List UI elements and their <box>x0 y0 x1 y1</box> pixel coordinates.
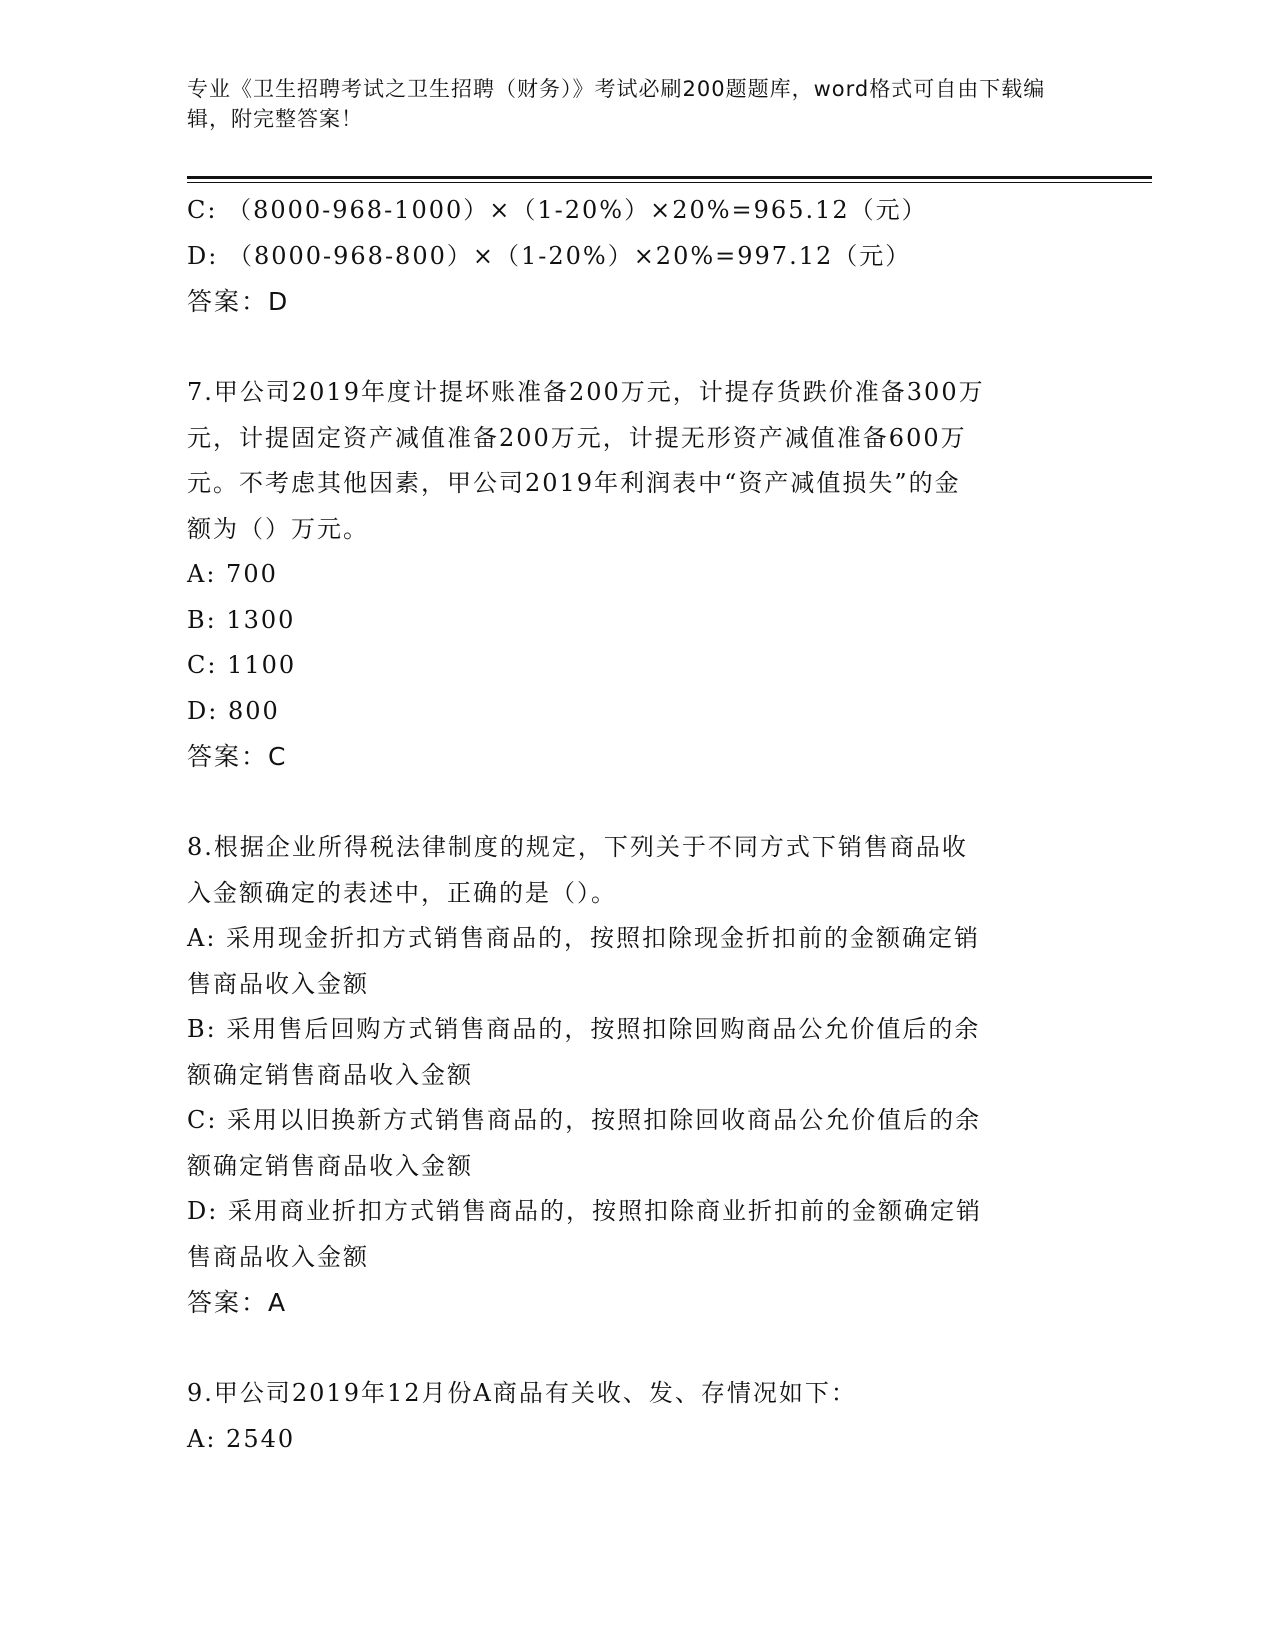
option-line: 额确定销售商品收入金额 <box>187 1151 473 1180</box>
answer-line: 答案：C <box>187 742 288 771</box>
question-line: 9.甲公司2019年12月份A商品有关收、发、存情况如下： <box>187 1379 857 1407</box>
question-line: 额为（）万元。 <box>187 514 369 543</box>
option-line: D: 采用商业折扣方式销售商品的，按照扣除商业折扣前的金额确定销 <box>187 1197 982 1225</box>
option-line: B: 1300 <box>187 605 296 634</box>
option-line: 售商品收入金额 <box>187 969 369 998</box>
question-block <box>187 188 1087 325</box>
question-line: 元。不考虑其他因素，甲公司2019年利润表中“资产减值损失”的金 <box>187 469 961 497</box>
header-rule-thin <box>187 182 1152 183</box>
header-rule-thick <box>187 176 1152 179</box>
question-line: 入金额确定的表述中，正确的是（）。 <box>187 878 617 907</box>
question-line: 8.根据企业所得税法律制度的规定，下列关于不同方式下销售商品收 <box>187 833 968 861</box>
answer-line: 答案：D <box>187 287 290 316</box>
option-line: D: 800 <box>187 696 280 725</box>
question-block <box>187 825 1087 1326</box>
option-line: C: 采用以旧换新方式销售商品的，按照扣除回收商品公允价值后的余 <box>187 1106 982 1134</box>
block-spacer <box>187 780 1087 826</box>
block-spacer <box>187 1326 1087 1372</box>
option-line: A: 采用现金折扣方式销售商品的，按照扣除现金折扣前的金额确定销 <box>187 924 981 952</box>
option-line: 售商品收入金额 <box>187 1242 369 1271</box>
page-header: 专业《卫生招聘考试之卫生招聘（财务）》考试必刷200题题库，word格式可自由下载编辑，附完整答案！ <box>187 77 1046 131</box>
option-line: A: 700 <box>187 560 278 588</box>
option-line: C: （8000-968-1000）×（1-20%）×20%=965.12（元） <box>187 196 928 224</box>
option-line: D: （8000-968-800）×（1-20%）×20%=997.12（元） <box>187 241 912 270</box>
question-block <box>187 370 1087 780</box>
question-line: 7.甲公司2019年度计提坏账准备200万元，计提存货跌价准备300万 <box>187 378 985 406</box>
block-spacer <box>187 325 1087 371</box>
option-line: C: 1100 <box>187 651 297 679</box>
option-line: 额确定销售商品收入金额 <box>187 1060 473 1089</box>
answer-line: 答案：A <box>187 1288 288 1317</box>
question-content <box>187 188 1087 1462</box>
question-line: 元，计提固定资产减值准备200万元，计提无形资产减值准备600万 <box>187 423 967 452</box>
question-block <box>187 1371 1087 1462</box>
option-line: B: 采用售后回购方式销售商品的，按照扣除回购商品公允价值后的余 <box>187 1015 981 1043</box>
option-line: A: 2540 <box>187 1424 296 1453</box>
